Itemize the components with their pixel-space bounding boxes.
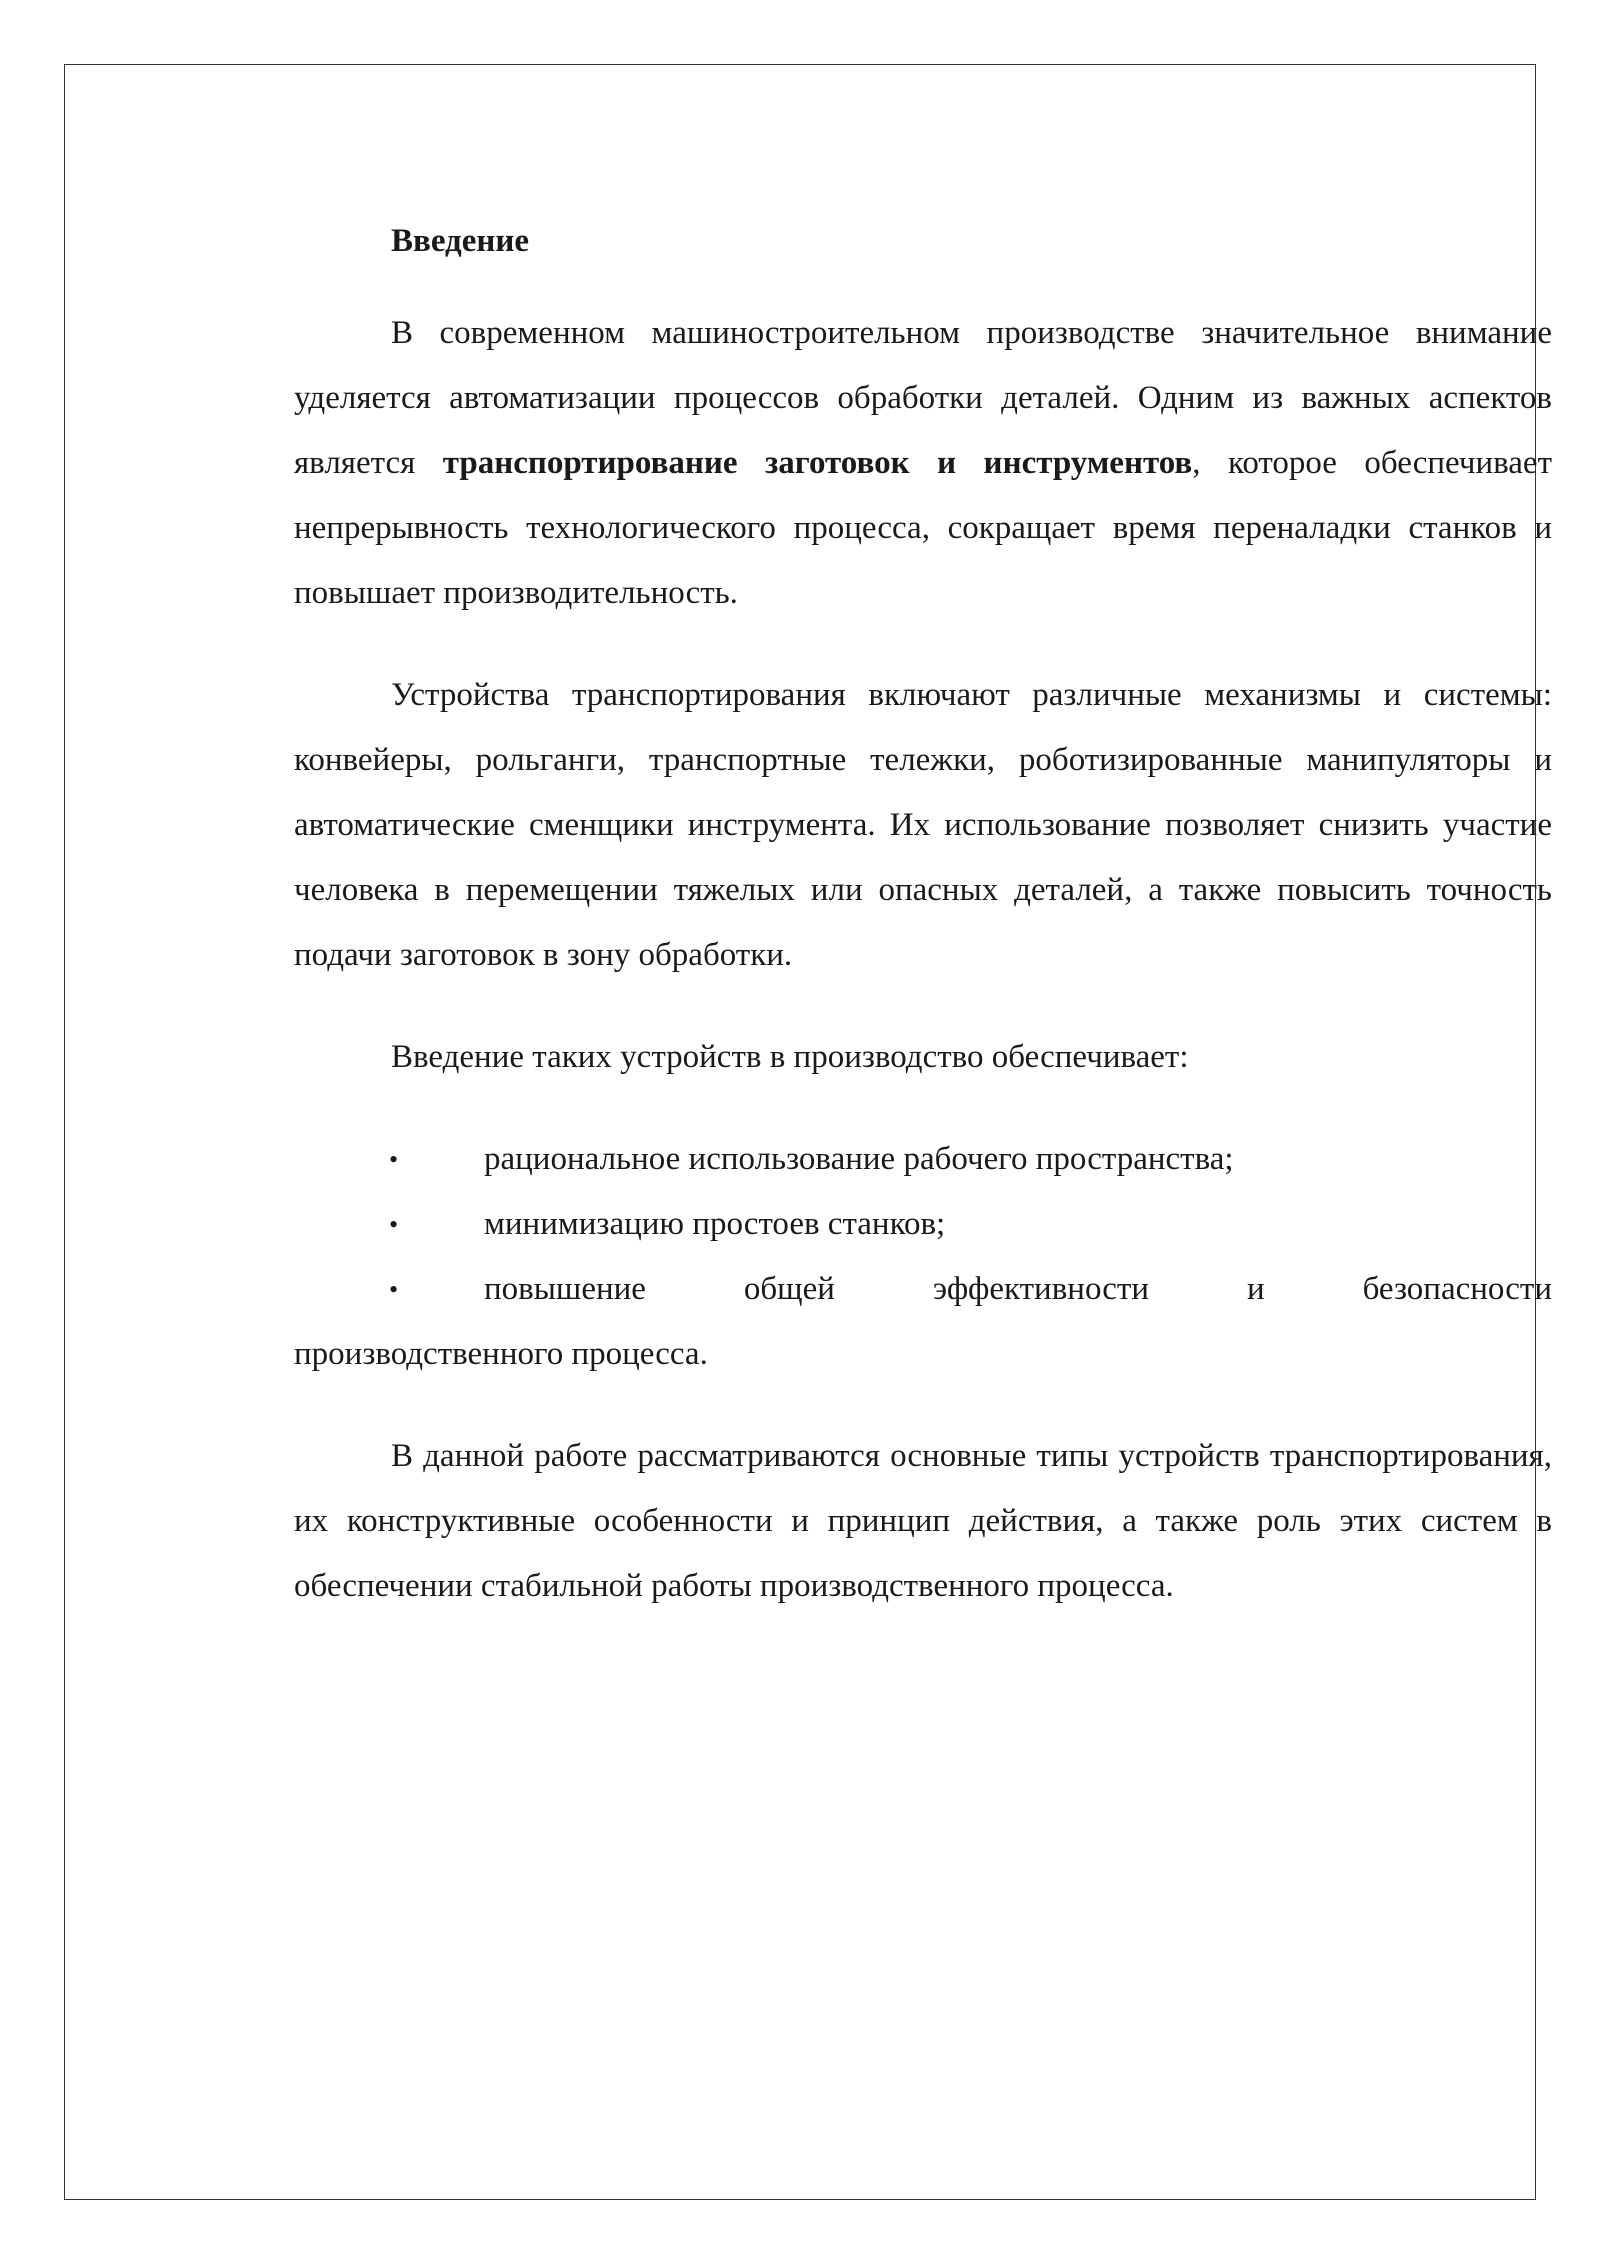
bullet-icon: • [389, 1275, 399, 1304]
bullet-icon: • [389, 1145, 399, 1174]
bullet-icon: • [389, 1210, 399, 1239]
paragraph-intro-text-1: В современном машиностроительном производстве значительное внимание уделяется автоматизации процессов обработки деталей. Одним из важных аспектов является [294, 315, 1552, 481]
section-heading: Введение [391, 223, 530, 259]
paragraph-intro [294, 301, 1552, 626]
paragraph-scope: В данной работе рассматриваются основные типы устройств транспортирования, их конструктивные особенности и принцип действия, а также роль этих систем в обеспечении стабильной работы производственного процесса. [294, 1438, 1552, 1604]
list-item [294, 1192, 1552, 1257]
list-item-word: общей [743, 1271, 835, 1307]
list-intro: Введение таких устройств в производство обеспечивает: [391, 1039, 1189, 1075]
list-item-word: повышение [484, 1271, 646, 1307]
list-item-text: рациональное использование рабочего пространства; [484, 1141, 1234, 1177]
list-item-text [294, 1257, 1552, 1322]
list-item-text-continuation: производственного процесса. [294, 1336, 708, 1372]
list-item-word: эффективности [932, 1271, 1150, 1307]
list-item-word: и [1246, 1271, 1265, 1307]
page [64, 64, 1552, 2200]
list-item-text: минимизацию простоев станков; [484, 1206, 946, 1242]
paragraph-intro-bold-phrase: транспортирование заготовок и инструментов [442, 445, 1193, 481]
page-content [294, 215, 1552, 1656]
paragraph-intro-text-2: , которое обеспечивает непрерывность технологического процесса, сокращает время переналадки станков и повышает производительность. [294, 445, 1552, 611]
list-item [294, 1127, 1552, 1192]
list-item [294, 1257, 1552, 1387]
benefits-list [294, 1127, 1552, 1387]
list-item-word: безопасности [1362, 1271, 1552, 1307]
paragraph-devices: Устройства транспортирования включают различные механизмы и системы: конвейеры, рольганги, транспортные тележки, роботизированные манипуляторы и автоматические сменщики инструмента. Их использование позволяет снизить участие человека в перемещении тяжелых или опасных деталей, а также повысить точность подачи заготовок в зону обработки. [294, 677, 1552, 973]
